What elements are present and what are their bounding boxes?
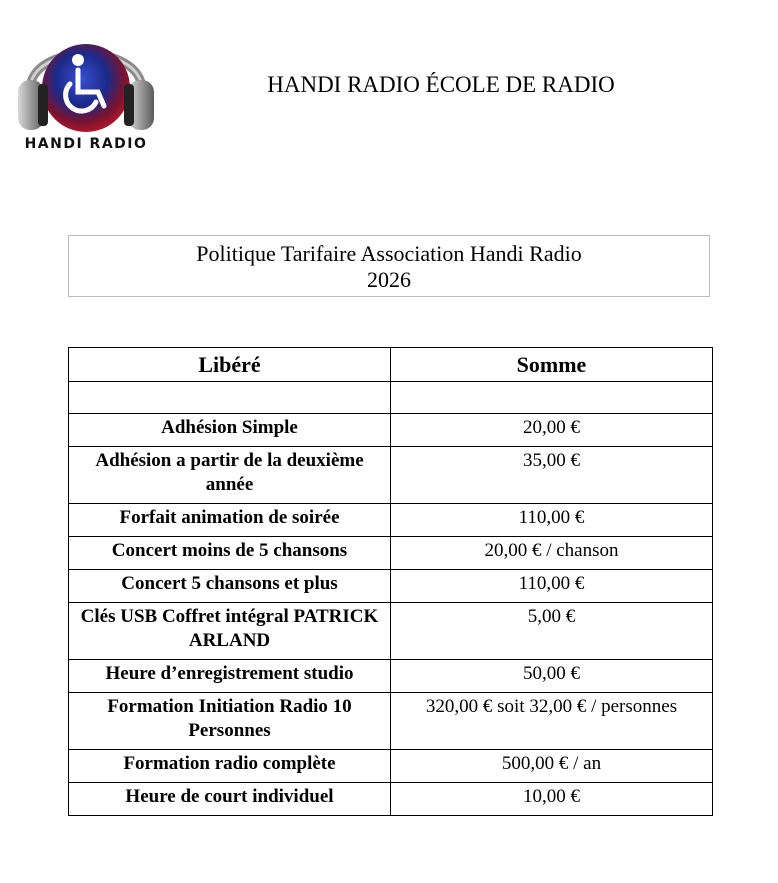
- table-row: [69, 382, 713, 414]
- table-row: [69, 603, 713, 660]
- table-row: [69, 660, 713, 693]
- row-label: Clés USB Coffret intégral PATRICK ARLAND: [69, 603, 391, 660]
- logo-text: HANDI RADIO: [24, 136, 148, 152]
- handi-radio-logo: [12, 22, 160, 158]
- row-value: 50,00 €: [391, 660, 713, 693]
- row-label: Formation radio complète: [69, 750, 391, 783]
- row-value: 10,00 €: [391, 783, 713, 816]
- row-value: 500,00 € / an: [391, 750, 713, 783]
- row-value: 35,00 €: [391, 447, 713, 504]
- headphones-wheelchair-icon: [12, 22, 160, 134]
- policy-title: Politique Tarifaire Association Handi Radio: [196, 241, 582, 266]
- row-value: 5,00 €: [391, 603, 713, 660]
- row-label: Concert moins de 5 chansons: [69, 537, 391, 570]
- row-label: Heure d’enregistrement studio: [69, 660, 391, 693]
- price-table: [68, 347, 713, 816]
- row-value: 110,00 €: [391, 504, 713, 537]
- table-row: [69, 750, 713, 783]
- table-row: [69, 693, 713, 750]
- row-value: 20,00 €: [391, 414, 713, 447]
- row-label: Formation Initiation Radio 10 Personnes: [69, 693, 391, 750]
- row-value: 110,00 €: [391, 570, 713, 603]
- row-value: 20,00 € / chanson: [391, 537, 713, 570]
- table-row: [69, 570, 713, 603]
- row-label: Adhésion Simple: [69, 414, 391, 447]
- row-label: Heure de court individuel: [69, 783, 391, 816]
- row-label: [69, 382, 391, 414]
- table-row: [69, 414, 713, 447]
- column-header-somme: Somme: [391, 348, 713, 382]
- policy-box: [68, 235, 710, 297]
- page-title: HANDI RADIO ÉCOLE DE RADIO: [267, 72, 615, 97]
- row-value: [391, 382, 713, 414]
- table-row: [69, 537, 713, 570]
- row-label: Forfait animation de soirée: [69, 504, 391, 537]
- table-row: [69, 783, 713, 816]
- row-label: Concert 5 chansons et plus: [69, 570, 391, 603]
- table-header-row: [69, 348, 713, 382]
- table-row: [69, 447, 713, 504]
- column-header-libere: Libéré: [69, 348, 391, 382]
- policy-year: 2026: [367, 267, 411, 292]
- table-row: [69, 504, 713, 537]
- row-value: 320,00 € soit 32,00 € / personnes: [391, 693, 713, 750]
- row-label: Adhésion a partir de la deuxième année: [69, 447, 391, 504]
